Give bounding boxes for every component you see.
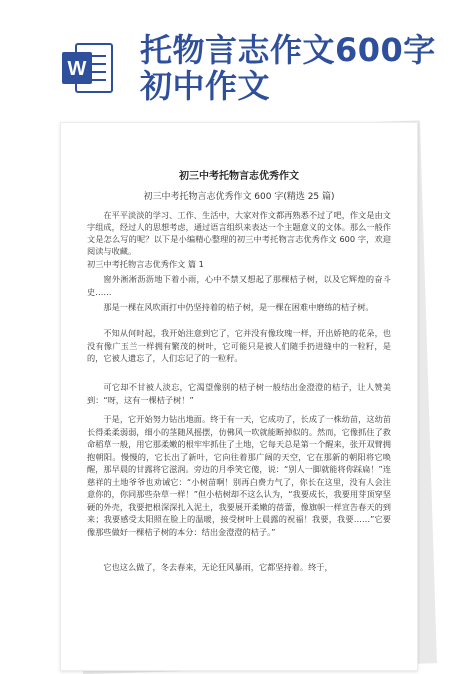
paragraph-3: 不知从何时起，我开始注意到它了，它并没有像玫瑰一样，开出娇艳的花朵，也没有像广玉兰一样拥有繁茂的树叶，它可能只是被人们随手扔进缝中的一粒籽，是的，它被人遗忘了，人们忘记了的一粒籽。: [87, 328, 391, 363]
word-document-icon: [60, 40, 116, 96]
document-page: [60, 122, 418, 671]
paragraph-1: 窗外淅淅沥沥地下着小雨，心中不禁又想起了那棵桔子树，以及它辉煌的奋斗史……: [87, 274, 391, 297]
document-subtitle: 初三中考托物言志优秀作文 600 字(精选 25 篇): [143, 192, 335, 202]
page-title: 托物言志作文600字初中作文: [140, 31, 436, 105]
paragraph-2: 那是一棵在风吹雨打中仍坚持着的桔子树，是一棵在困难中磨练的桔子树。: [103, 302, 374, 312]
page-fade: [61, 648, 417, 670]
paragraph-5: 于是，它开始努力钻出地面。终于有一天，它成功了，长成了一株幼苗，这幼苗长得柔柔弱弱，细小的茎随风摇摆，仿佛风一吹就能断掉似的。然而，它像抓住了救命稻草一般，用它那柔嫩的根牢牢抓住了土地，它每天总是第一个醒来，张开双臂拥抱朝阳。慢慢的，它长出了新叶，它向往着那广阔的天空，它在那新的朝阳将它唤醒，那早晨的甘露将它滋润。旁边的月季笑它傻，说：“别人一脚就能将你踩扁！”连慈祥的土地爷爷也劝诫它：“小树苗啊！别再白费力气了，你长在这里，没有人会注意你的，你同那些杂草一样！”但小桔树却不这么认为，“我要成长，我要用芽顶穿坚硬的外壳，我要把根深深扎入泥土，我要展开柔嫩的蓓蕾，像旗帜一样宣告春天的到来；我要感受太阳照在脸上的温暖，接受树叶上晨露的祝福！我要，我要……”它要像那些做好一棵桔子树的本分：结出金澄澄的桔子。”: [87, 414, 391, 537]
document-title: 初三中考托物言志优秀作文: [179, 171, 299, 182]
part-title: 初三中考托物言志优秀作文 篇 1: [87, 259, 204, 269]
header-banner: [0, 0, 474, 120]
svg-text:W: W: [67, 58, 87, 80]
paragraph-6: 它也这么做了，冬去春来，无论狂风暴雨，它都坚持着。终于，: [103, 562, 333, 572]
intro-paragraph: 在平平淡淡的学习、工作、生活中，大家对作文都再熟悉不过了吧，作文是由文字组成，经过人的思想考虑，通过语言组织来表达一个主题意义的文体。那么一般作文是怎么写的呢？以下是小编精心整理的初三中考托物言志优秀作文 600 字，欢迎阅读与收藏。: [87, 210, 391, 256]
paragraph-4: 可它却不甘被人淡忘，它渴望像别的桔子树一般结出金澄澄的桔子，让人赞美到：“呀，这有一棵桔子树！”: [87, 382, 391, 405]
